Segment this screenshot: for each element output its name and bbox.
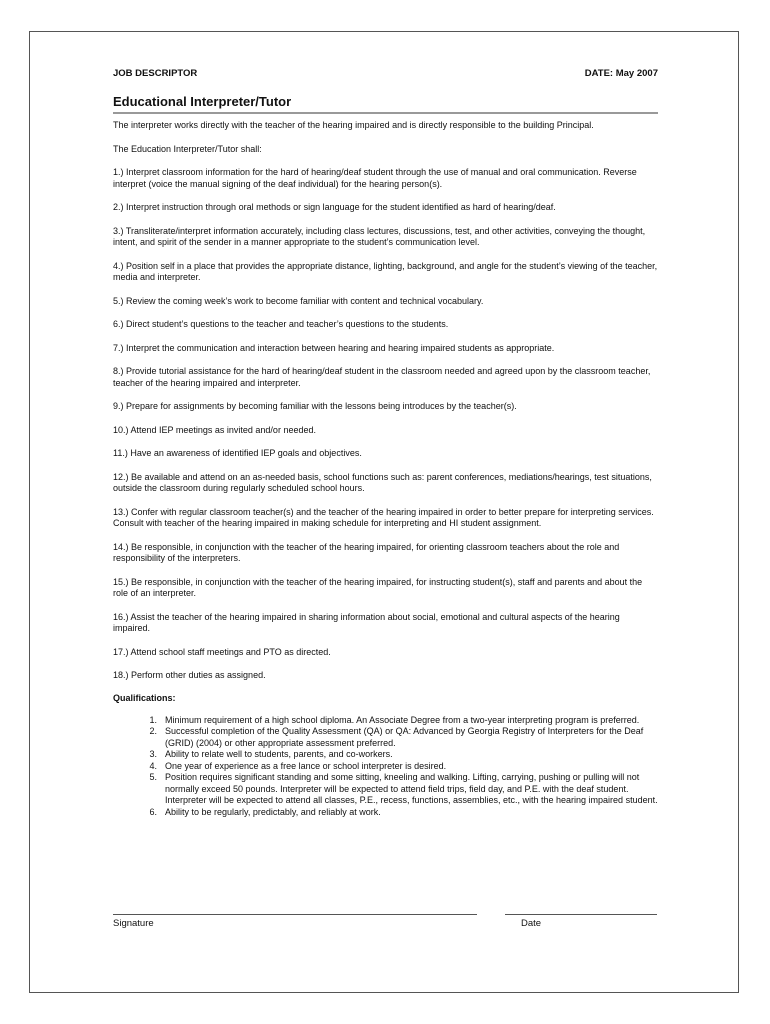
duty-item: 13.) Confer with regular classroom teacher(s) and the teacher of the hearing impaired in order to better prepare for interpreting services. Consult with teacher of the hearing impaired in making schedule for interpreting and HI student assignment. bbox=[113, 506, 654, 528]
duty-item: 18.) Perform other duties as assigned. bbox=[113, 670, 266, 680]
document-title: Educational Interpreter/Tutor bbox=[113, 94, 658, 114]
job-descriptor-label: JOB DESCRIPTOR bbox=[113, 68, 198, 79]
duty-item: 12.) Be available and attend on an as-needed basis, school functions such as: parent conferences, mediations/hearings, test situations, outside the classroom during regularly scheduled school hours. bbox=[113, 471, 652, 493]
duty-item: 11.) Have an awareness of identified IEP goals and objectives. bbox=[113, 448, 362, 458]
duties-intro: The Education Interpreter/Tutor shall: bbox=[113, 143, 262, 154]
duty-item: 4.) Position self in a place that provides the appropriate distance, lighting, background, and angle for the student’s viewing of the teacher, media and interpreter. bbox=[113, 260, 658, 282]
duty-item: 1.) Interpret classroom information for the hard of hearing/deaf student through the use of manual and oral communication. Reverse interpret (voice the manual signing of the deaf individual) for the hearing person(s). bbox=[113, 167, 637, 189]
duty-item: 9.) Prepare for assignments by becoming familiar with the lessons being introduces by the teacher(s). bbox=[113, 401, 517, 411]
qualification-text: Ability to relate well to students, parents, and co-workers. bbox=[165, 749, 393, 759]
date-field-label: Date bbox=[521, 918, 542, 929]
qualification-item bbox=[113, 772, 658, 807]
qualification-text: One year of experience as a free lance or school interpreter is desired. bbox=[165, 760, 447, 771]
qualification-text: Minimum requirement of a high school diploma. An Associate Degree from a two-year interpreting program is preferred. bbox=[165, 714, 640, 725]
duty-item: 5.) Review the coming week’s work to become familiar with content and technical vocabulary. bbox=[113, 295, 484, 306]
qualification-item bbox=[113, 749, 658, 761]
signature-line[interactable] bbox=[113, 914, 477, 915]
qualification-item bbox=[113, 761, 658, 773]
duty-item: 17.) Attend school staff meetings and PTO as directed. bbox=[113, 646, 331, 657]
duties-list bbox=[113, 167, 658, 682]
date-line[interactable] bbox=[505, 914, 657, 915]
qualification-item bbox=[113, 726, 658, 749]
duty-item: 16.) Assist the teacher of the hearing impaired in sharing information about social, emotional and cultural aspects of the hearing impaired. bbox=[113, 611, 620, 633]
signature-label: Signature bbox=[113, 918, 154, 929]
duty-item: 10.) Attend IEP meetings as invited and/or needed. bbox=[113, 424, 316, 435]
qualification-item bbox=[113, 807, 658, 819]
qualifications-heading: Qualifications: bbox=[113, 692, 176, 703]
qualification-number: 4. bbox=[149, 760, 157, 771]
qualifications-list bbox=[113, 715, 658, 819]
duty-item: 14.) Be responsible, in conjunction with the teacher of the hearing impaired, for orienting classroom teachers about the role and responsibility of the interpreters. bbox=[113, 541, 620, 563]
duty-item: 8.) Provide tutorial assistance for the hard of hearing/deaf student in the classroom needed and agreed upon by the classroom teacher, teacher of the hearing impaired and interpreter. bbox=[113, 366, 651, 388]
qualification-number: 5. bbox=[149, 772, 157, 782]
qualification-item bbox=[113, 715, 658, 727]
duty-item: 6.) Direct student’s questions to the teacher and teacher’s questions to the students. bbox=[113, 319, 449, 329]
duty-item: 2.) Interpret instruction through oral methods or sign language for the student identified as hard of hearing/deaf. bbox=[113, 202, 556, 212]
qualification-number: 3. bbox=[149, 749, 157, 759]
duty-item: 3.) Transliterate/interpret information accurately, including class lectures, discussions, test, and other activities, conveying the thought, intent, and spirit of the sender in a manner appropriate to the student’s communication level. bbox=[113, 225, 646, 247]
qualification-number: 6. bbox=[149, 806, 157, 817]
duty-item: 15.) Be responsible, in conjunction with the teacher of the hearing impaired, for instructing student(s), staff and parents and about the role of an interpreter. bbox=[113, 576, 643, 598]
qualification-text: Ability to be regularly, predictably, and reliably at work. bbox=[165, 806, 381, 817]
qualification-text: Position requires significant standing and some sitting, kneeling and walking. Lifting, carrying, pushing or pulling will not normally exceed 50 pounds. Interpreter will be expected to attend field trips, field day, and P.E. with the deaf student. Interpreter will be expected to attend all classes, P.E., recess, functions, assemblies, etc., with the hearing impaired student. bbox=[165, 772, 658, 805]
qualification-text: Successful completion of the Quality Assessment (QA) or QA: Advanced by Georgia Registry of Interpreters for the Deaf (GRID) (2004) or other appropriate assessment preferred. bbox=[165, 726, 644, 748]
qualification-number: 2. bbox=[149, 726, 157, 736]
date-label: DATE: May 2007 bbox=[584, 68, 658, 79]
intro-paragraph: The interpreter works directly with the teacher of the hearing impaired and is directly responsible to the building Principal. bbox=[113, 120, 594, 130]
document-body bbox=[113, 68, 658, 818]
qualification-number: 1. bbox=[149, 714, 157, 725]
document-header bbox=[113, 68, 658, 79]
duty-item: 7.) Interpret the communication and interaction between hearing and hearing impaired students as appropriate. bbox=[113, 342, 555, 353]
